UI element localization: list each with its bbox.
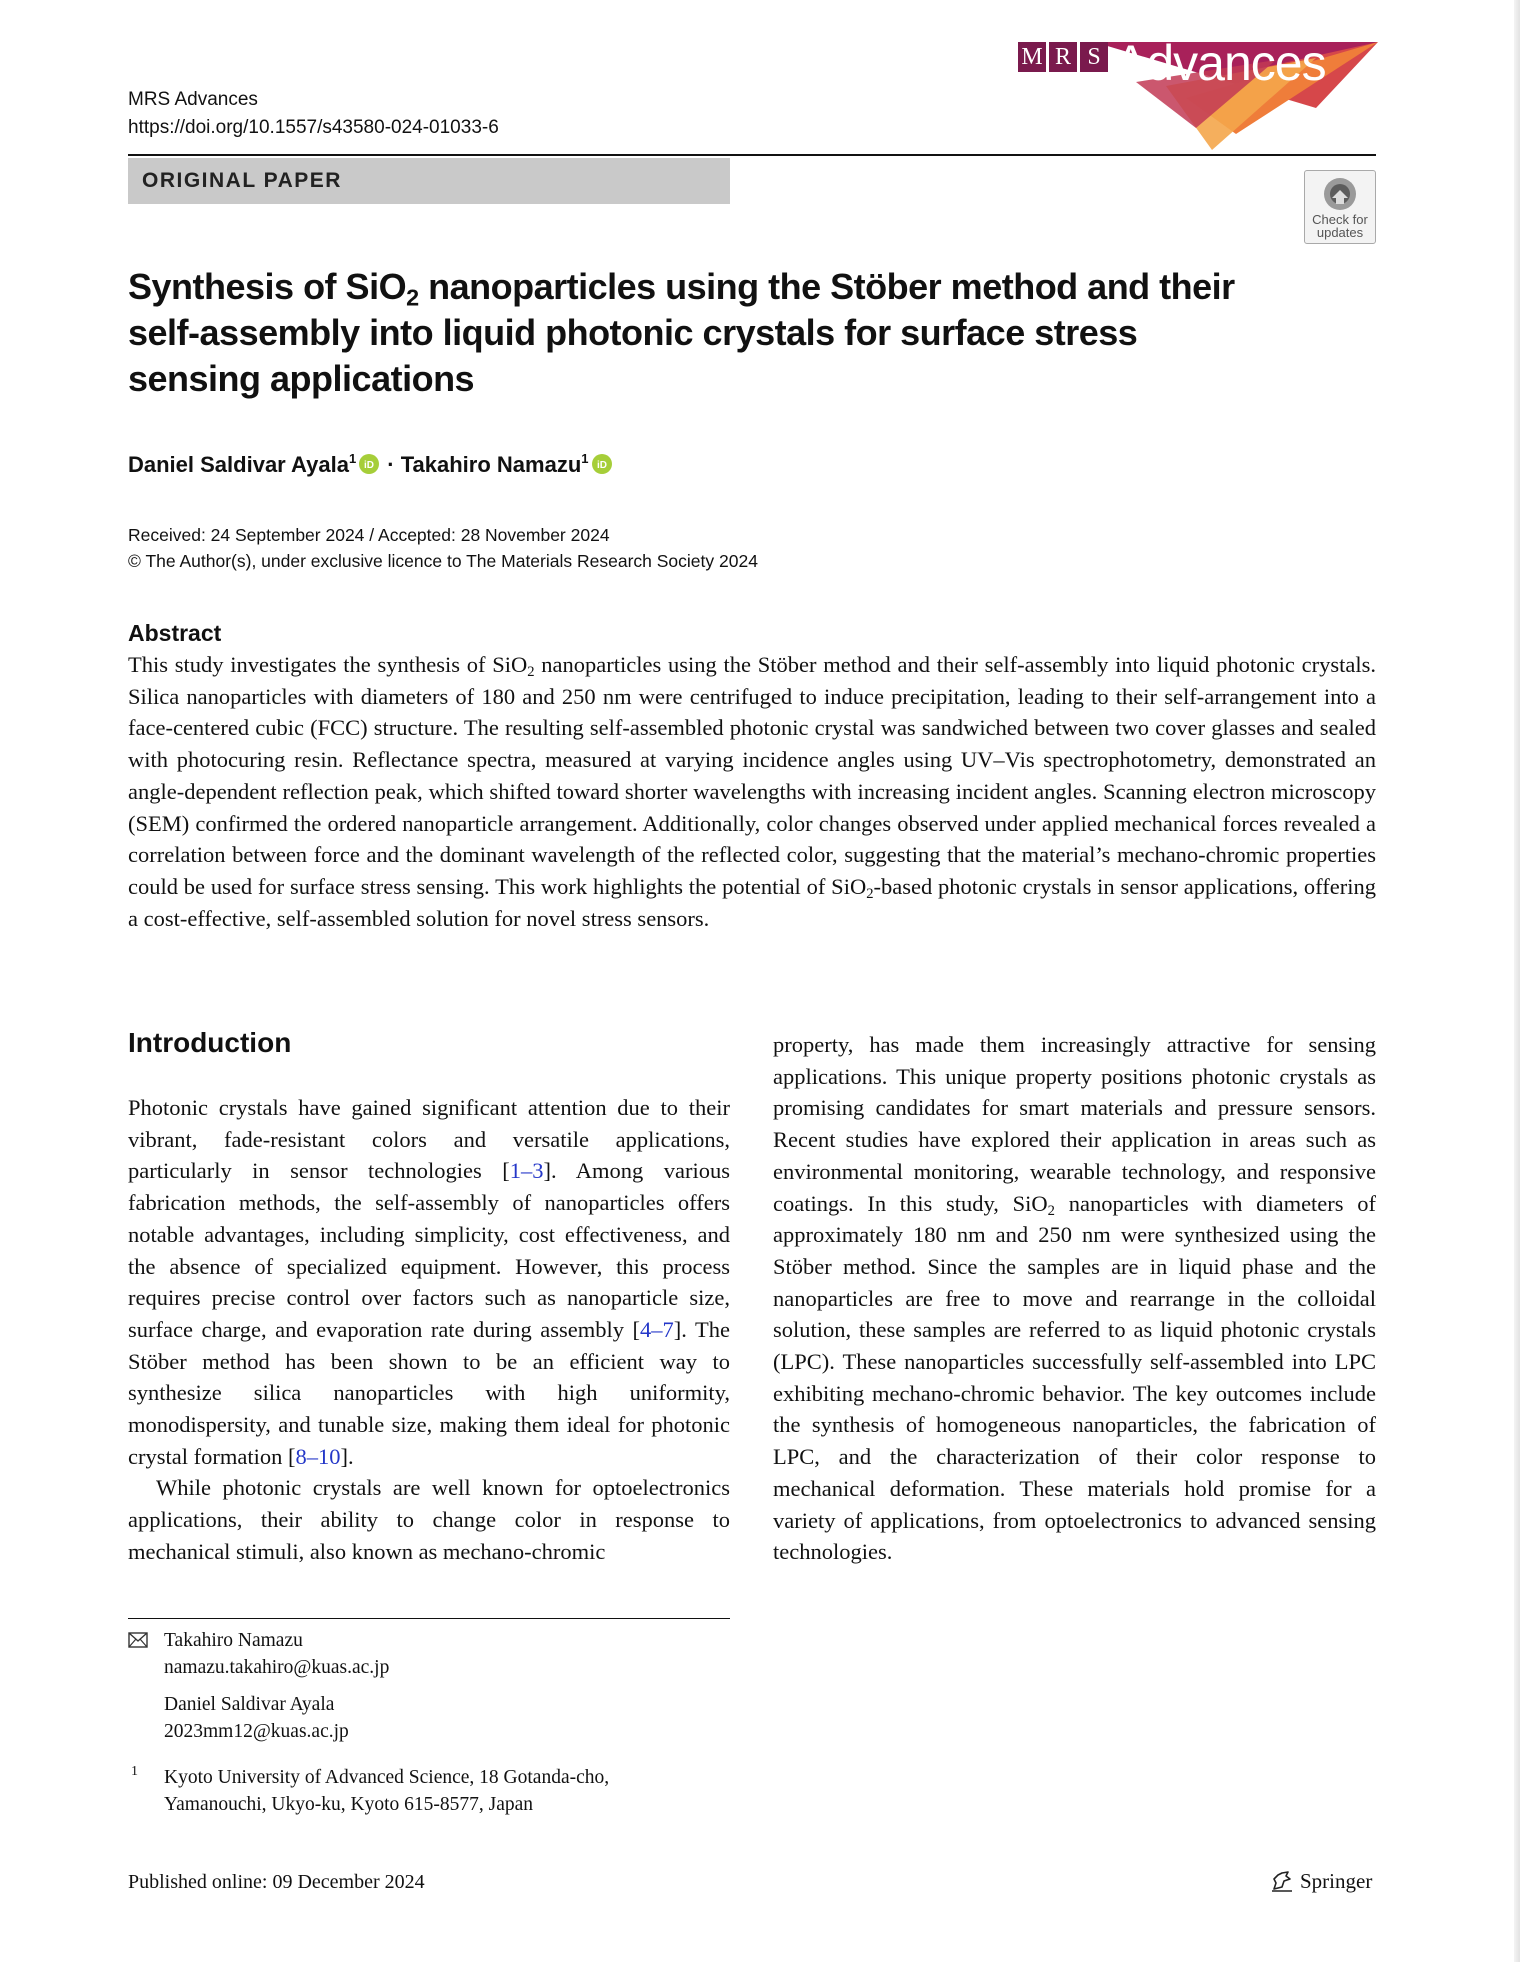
footnote-rule	[128, 1618, 730, 1619]
citation-link[interactable]: 8–10	[295, 1443, 341, 1469]
author-affiliation-mark: 1	[581, 451, 589, 466]
abstract-heading: Abstract	[128, 620, 222, 646]
springer-horse-icon	[1270, 1869, 1294, 1893]
copyright-notice: © The Author(s), under exclusive licence to The Materials Research Society 2024	[128, 551, 758, 571]
abstract-text: This study investigates the synthesis of SiO$_2$ nanoparticles using the Stöber method and their self-assembly into liquid photonic crystals. Silica nanoparticles with diameters of 180 and 250 nm were centrifuged to induce precipitation, leading to their self-arrangement into a face-centered cubic (FCC) structure. The resulting self-assembled photonic crystal was sandwiched between two cover glasses and sealed with photocuring resin. Reflectance spectra, measured at varying incidence angles using UV–Vis spectrophotometry, demonstrated an angle-dependent reflection peak, which shifted toward shorter wavelengths with increasing incident angles. Scanning electron microscopy (SEM) confirmed the ordered nanoparticle arrangement. Additionally, color changes observed under applied mechanical forces revealed a correlation between force and the dominant wavelength of the reflected color, suggesting that the material’s mechano-chromic properties could be used for surface stress sensing. This work highlights the potential of SiO$_2$-based photonic crystals in sensor applications, offering a cost-effective, self-assembled solution for novel stress sensors.	[128, 652, 1376, 931]
page-edge	[1514, 0, 1520, 1962]
check-updates-icon	[1322, 176, 1358, 212]
journal-name: MRS Advances	[128, 89, 258, 110]
affiliation-entry	[128, 1765, 730, 1818]
body-column-left	[128, 1092, 730, 1568]
svg-text:iD: iD	[364, 460, 375, 471]
check-updates-label: Check for updates	[1312, 212, 1368, 240]
orcid-icon[interactable]	[359, 454, 379, 474]
corresponding-author-name: Daniel Saldivar Ayala	[164, 1694, 335, 1715]
received-accepted: Received: 24 September 2024 / Accepted: 28 November 2024	[128, 525, 610, 545]
correspondence-entry	[128, 1692, 730, 1745]
correspondence-footnotes	[128, 1628, 730, 1818]
body-column-right	[773, 1029, 1376, 1568]
corresponding-author-email[interactable]: 2023mm12@kuas.ac.jp	[164, 1720, 349, 1742]
springer-logo	[1270, 1866, 1372, 1896]
paper-type-label: ORIGINAL PAPER	[128, 158, 730, 204]
affiliation-number: 1	[131, 1764, 138, 1779]
intro-paragraph: While photonic crystals are well known for optoelectronics applications, their ability to change color in response to mechanical stimuli, also known as mechano-chromic	[128, 1475, 730, 1564]
author-name[interactable]: Daniel Saldivar Ayala	[128, 452, 349, 477]
affiliation-line: Kyoto University of Advanced Science, 18 Gotanda-cho,	[164, 1767, 610, 1788]
author-name[interactable]: Takahiro Namazu	[400, 452, 582, 477]
correspondence-entry	[128, 1628, 730, 1681]
logo-wordmark: Advances	[1114, 35, 1326, 91]
doi-link[interactable]: https://doi.org/10.1557/s43580-024-01033-6	[128, 117, 499, 138]
check-for-updates-button[interactable]	[1304, 170, 1376, 244]
publisher-name: Springer	[1300, 1869, 1373, 1893]
header-rule	[128, 154, 1376, 156]
introduction-heading: Introduction	[128, 1027, 292, 1058]
intro-paragraph-continued: property, has made them increasingly attractive for sensing applications. This unique property positions photonic crystals as promising candidates for smart materials and pressure sensors. Recent studies have explored their application in areas such as environmental monitoring, wearable technology, and responsive coatings. In this study, SiO$_2$ nanoparticles with diameters of approximately 180 nm and 250 nm were synthesized using the Stöber method. Since the samples are in liquid phase and the nanoparticles are free to move and rearrange in the colloidal solution, these samples are referred to as liquid photonic crystals (LPC). These nanoparticles successfully self-assembled into LPC exhibiting mechano-chromic behavior. The key outcomes include the synthesis of homogeneous nanoparticles, the fabrication of LPC, and the characterization of their color response to mechanical deformation. These materials hold promise for a variety of applications, from optoelectronics to advanced sensing technologies.	[773, 1032, 1377, 1565]
envelope-icon	[128, 1632, 148, 1648]
logo-letter-s: S	[1080, 42, 1108, 72]
author-separator: ·	[381, 452, 401, 477]
author-list	[128, 444, 614, 480]
published-online: Published online: 09 December 2024	[128, 1871, 425, 1893]
citation-link[interactable]: 1–3	[509, 1158, 544, 1184]
orcid-icon[interactable]	[592, 454, 612, 474]
mrs-advances-logo	[1016, 35, 1378, 150]
logo-letter-r: R	[1049, 42, 1077, 72]
affiliation-line: Yamanouchi, Ukyo-ku, Kyoto 615-8577, Japan	[164, 1793, 534, 1815]
logo-letter-m: M	[1018, 42, 1046, 72]
intro-paragraph: Photonic crystals have gained significant attention due to their vibrant, fade-resistant colors and versatile applications, particularly in sensor technologies [1–3]. Among various fabrication methods, the self-assembly of nanoparticles offers notable advantages, including simplicity, cost effectiveness, and the absence of specialized equipment. However, this process requires precise control over factors such as nanoparticle size, surface charge, and evaporation rate during assembly [4–7]. The Stöber method has been shown to be an efficient way to synthesize silica nanoparticles with high uniformity, monodispersity, and tunable size, making them ideal for photonic crystal formation [8–10].	[128, 1095, 730, 1469]
svg-text:iD: iD	[596, 460, 607, 471]
corresponding-author-name: Takahiro Namazu	[164, 1630, 303, 1651]
publication-dates	[128, 522, 758, 574]
paper-title: Synthesis of SiO$_2$ nanoparticles using the Stöber method and their self-assembly into liquid photonic crystals for surface stress sensing applications	[128, 266, 1235, 399]
author-affiliation-mark: 1	[348, 451, 357, 466]
citation-link[interactable]: 4–7	[640, 1316, 674, 1342]
journal-meta	[128, 86, 499, 142]
corresponding-author-email[interactable]: namazu.takahiro@kuas.ac.jp	[164, 1656, 390, 1678]
